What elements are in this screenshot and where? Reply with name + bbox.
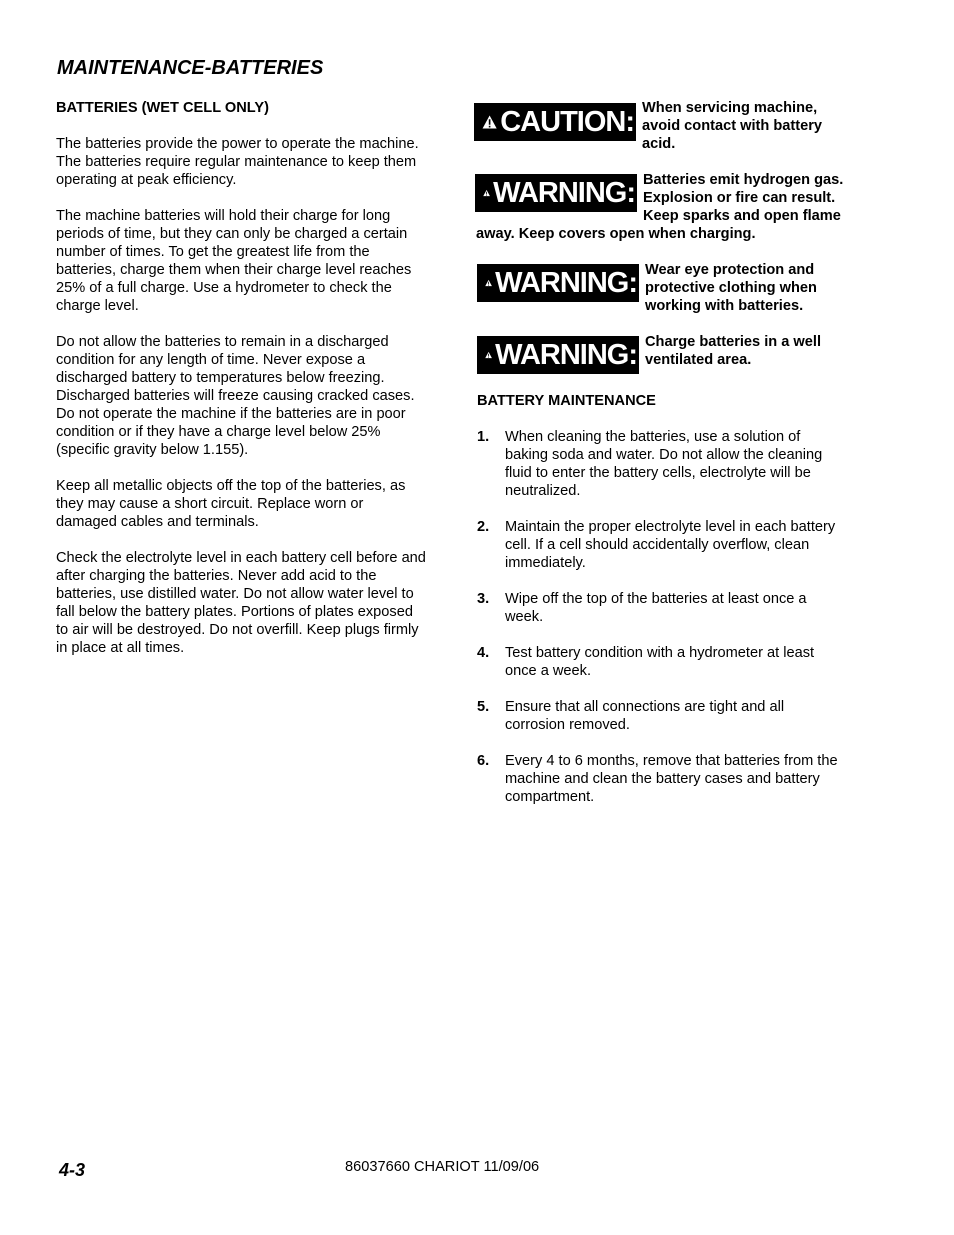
step-number: 3. — [477, 591, 490, 607]
caution-text: When servicing machine, avoid contact with battery acid. — [642, 100, 823, 152]
step-text: Ensure that all connections are tight and all corrosion removed. — [505, 699, 785, 733]
step-number: 1. — [477, 429, 490, 445]
step-text: When cleaning the batteries, use a solution of baking soda and water. Do not allow the cleaning fluid to enter the battery cells, electrolyte will be neutralized. — [505, 429, 823, 499]
warning-text: Wear eye protection and protective clothing when working with batteries. — [645, 262, 817, 314]
step-number: 2. — [477, 519, 490, 535]
list-item — [477, 590, 844, 626]
step-number: 5. — [477, 699, 490, 715]
warning-block — [474, 333, 844, 374]
list-item — [477, 752, 844, 806]
warning-block — [474, 261, 844, 315]
warning-triangle-icon — [485, 342, 492, 368]
warning-sign — [477, 264, 639, 302]
step-number: 4. — [477, 645, 490, 661]
warning-sign — [477, 336, 639, 374]
step-text: Every 4 to 6 months, remove that batteries from the machine and clean the battery cases and battery compartment. — [505, 753, 838, 805]
warning-block — [474, 171, 844, 243]
paragraph: Keep all metallic objects off the top of the batteries, as they may cause a short circuit. Replace worn or damaged cables and terminals. — [56, 478, 406, 530]
right-column — [474, 99, 844, 824]
paragraph: Do not allow the batteries to remain in a discharged condition for any length of time. Never expose a discharged battery to temperatures below freezing. Discharged batteries will freeze causing cracked cases. Do not operate the machine if the batteries are in poor condition or if they have a charge level below 25% (specific gravity below 1.155). — [56, 334, 415, 458]
list-item — [477, 698, 844, 734]
page-title: MAINTENANCE-BATTERIES — [57, 57, 324, 79]
paragraph: Check the electrolyte level in each battery cell before and after charging the batteries. Never add acid to the batteries, use distilled water. Do not allow water level to fall below the battery plates. Portions of plates exposed to air will be destroyed. Do not overfill. Keep plugs firmly in place at all times. — [56, 550, 426, 656]
paragraph: The batteries provide the power to operate the machine. The batteries require regular maintenance to keep them operating at peak efficiency. — [56, 136, 419, 188]
section-heading: BATTERIES (WET CELL ONLY) — [56, 100, 269, 116]
list-item — [477, 428, 844, 500]
warning-triangle-icon — [485, 270, 492, 296]
warning-text: Charge batteries in a well ventilated area. — [645, 334, 821, 368]
caution-label: CAUTION: — [500, 106, 634, 138]
list-item — [477, 644, 844, 680]
page-number: 4-3 — [59, 1160, 86, 1180]
caution-sign — [474, 103, 636, 141]
list-item — [477, 518, 844, 572]
step-text: Wipe off the top of the batteries at least once a week. — [505, 591, 807, 625]
step-text: Test battery condition with a hydrometer at least once a week. — [505, 645, 815, 679]
warning-text: Batteries emit hydrogen gas. Explosion or fire can result. Keep sparks and open flame away. Keep covers open when charging. — [476, 172, 844, 242]
section-heading: BATTERY MAINTENANCE — [477, 393, 656, 409]
warning-label: WARNING: — [495, 267, 637, 299]
document-id: 86037660 CHARIOT 11/09/06 — [345, 1159, 540, 1175]
maintenance-steps — [474, 428, 844, 806]
caution-block — [474, 99, 844, 153]
warning-sign — [475, 174, 637, 212]
warning-triangle-icon — [482, 109, 497, 135]
warning-triangle-icon — [483, 180, 490, 206]
warning-label: WARNING: — [495, 339, 637, 371]
step-text: Maintain the proper electrolyte level in each battery cell. If a cell should accidentally overflow, clean immediately. — [505, 519, 836, 571]
step-number: 6. — [477, 753, 490, 769]
left-column — [56, 99, 426, 675]
warning-label: WARNING: — [493, 177, 635, 209]
paragraph: The machine batteries will hold their charge for long periods of time, but they can only be charged a certain number of times. To get the greatest life from the batteries, charge them when their charge level reaches 25% of a full charge. Use a hydrometer to check the charge level. — [56, 208, 412, 314]
